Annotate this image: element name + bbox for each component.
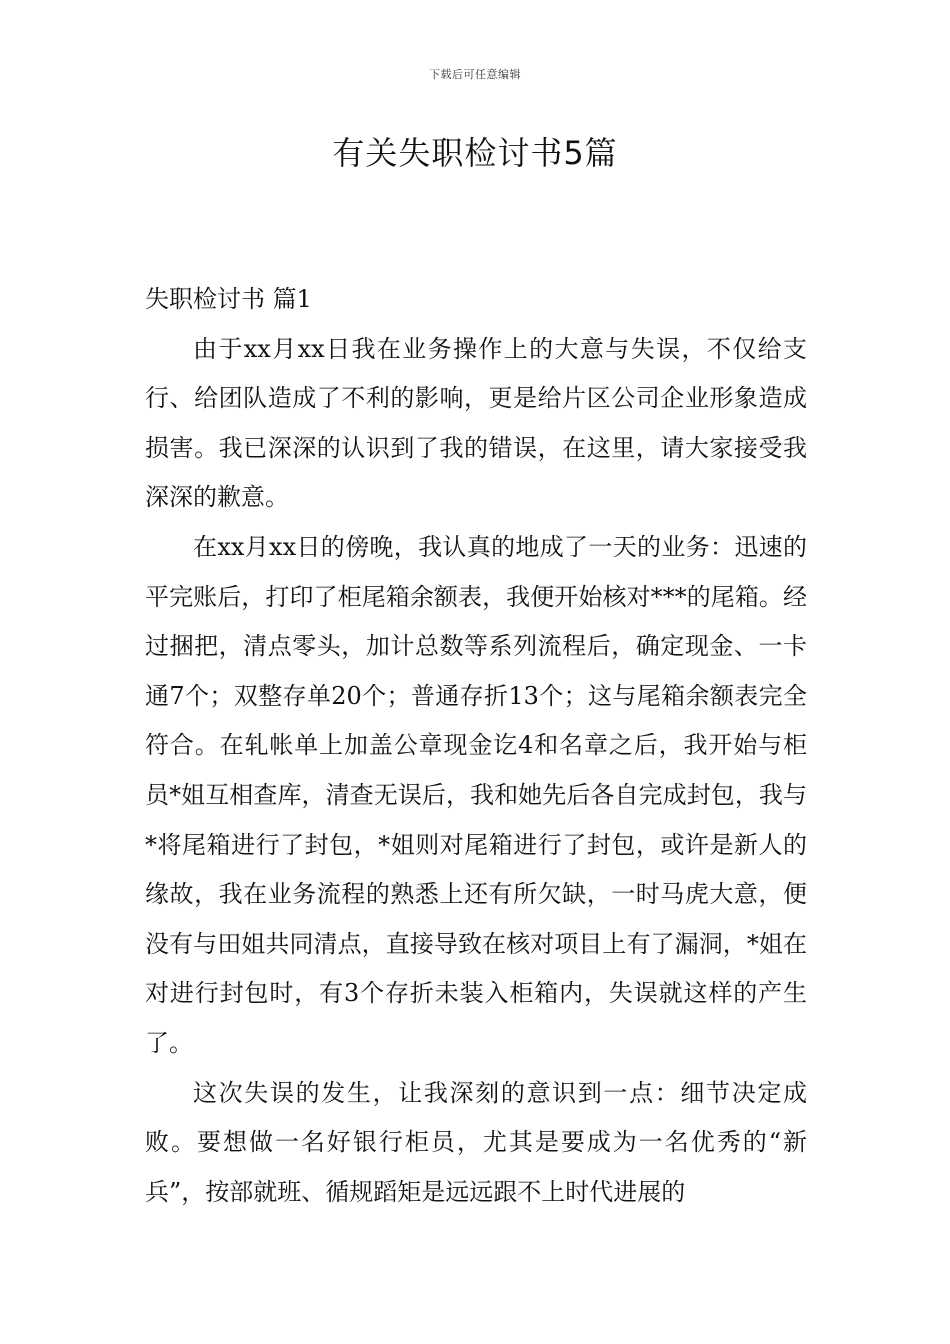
document-title: 有关失职检讨书5篇: [332, 134, 618, 172]
paragraph-3: 这次失误的发生，让我深刻的意识到一点：细节决定成败。要想做一名好银行柜员，尤其是要成为一名优秀的“新兵”，按部就班、循规蹈矩是远远跟不上时代进展的: [145, 1078, 807, 1206]
header-note: 下载后可任意编辑: [429, 68, 521, 81]
section-heading: 失职检讨书 篇1: [145, 285, 312, 313]
paragraph-2: 在xx月xx日的傍晚，我认真的地成了一天的业务：迅速的平完账后，打印了柜尾箱余额表，我便开始核对***的尾箱。经过捆把，清点零头，加计总数等系列流程后，确定现金、一卡通7个；双整存单20个；普通存折13个；这与尾箱余额表完全符合。在轧帐单上加盖公章现金讫4和名章之后，我开始与柜员*姐互相查库，清查无误后，我和她先后各自完成封包，我与*将尾箱进行了封包，*姐则对尾箱进行了封包，或许是新人的缘故，我在业务流程的熟悉上还有所欠缺，一时马虎大意，便没有与田姐共同清点，直接导致在核对项目上有了漏洞，*姐在对进行封包时，有3个存折未装入柜箱内，失误就这样的产生了。: [145, 532, 807, 1057]
paragraph-1: 由于xx月xx日我在业务操作上的大意与失误，不仅给支行、给团队造成了不利的影响，更是给片区公司企业形象造成损害。我已深深的认识到了我的错误，在这里，请大家接受我深深的歉意。: [145, 334, 807, 512]
document-body: [145, 275, 807, 1217]
